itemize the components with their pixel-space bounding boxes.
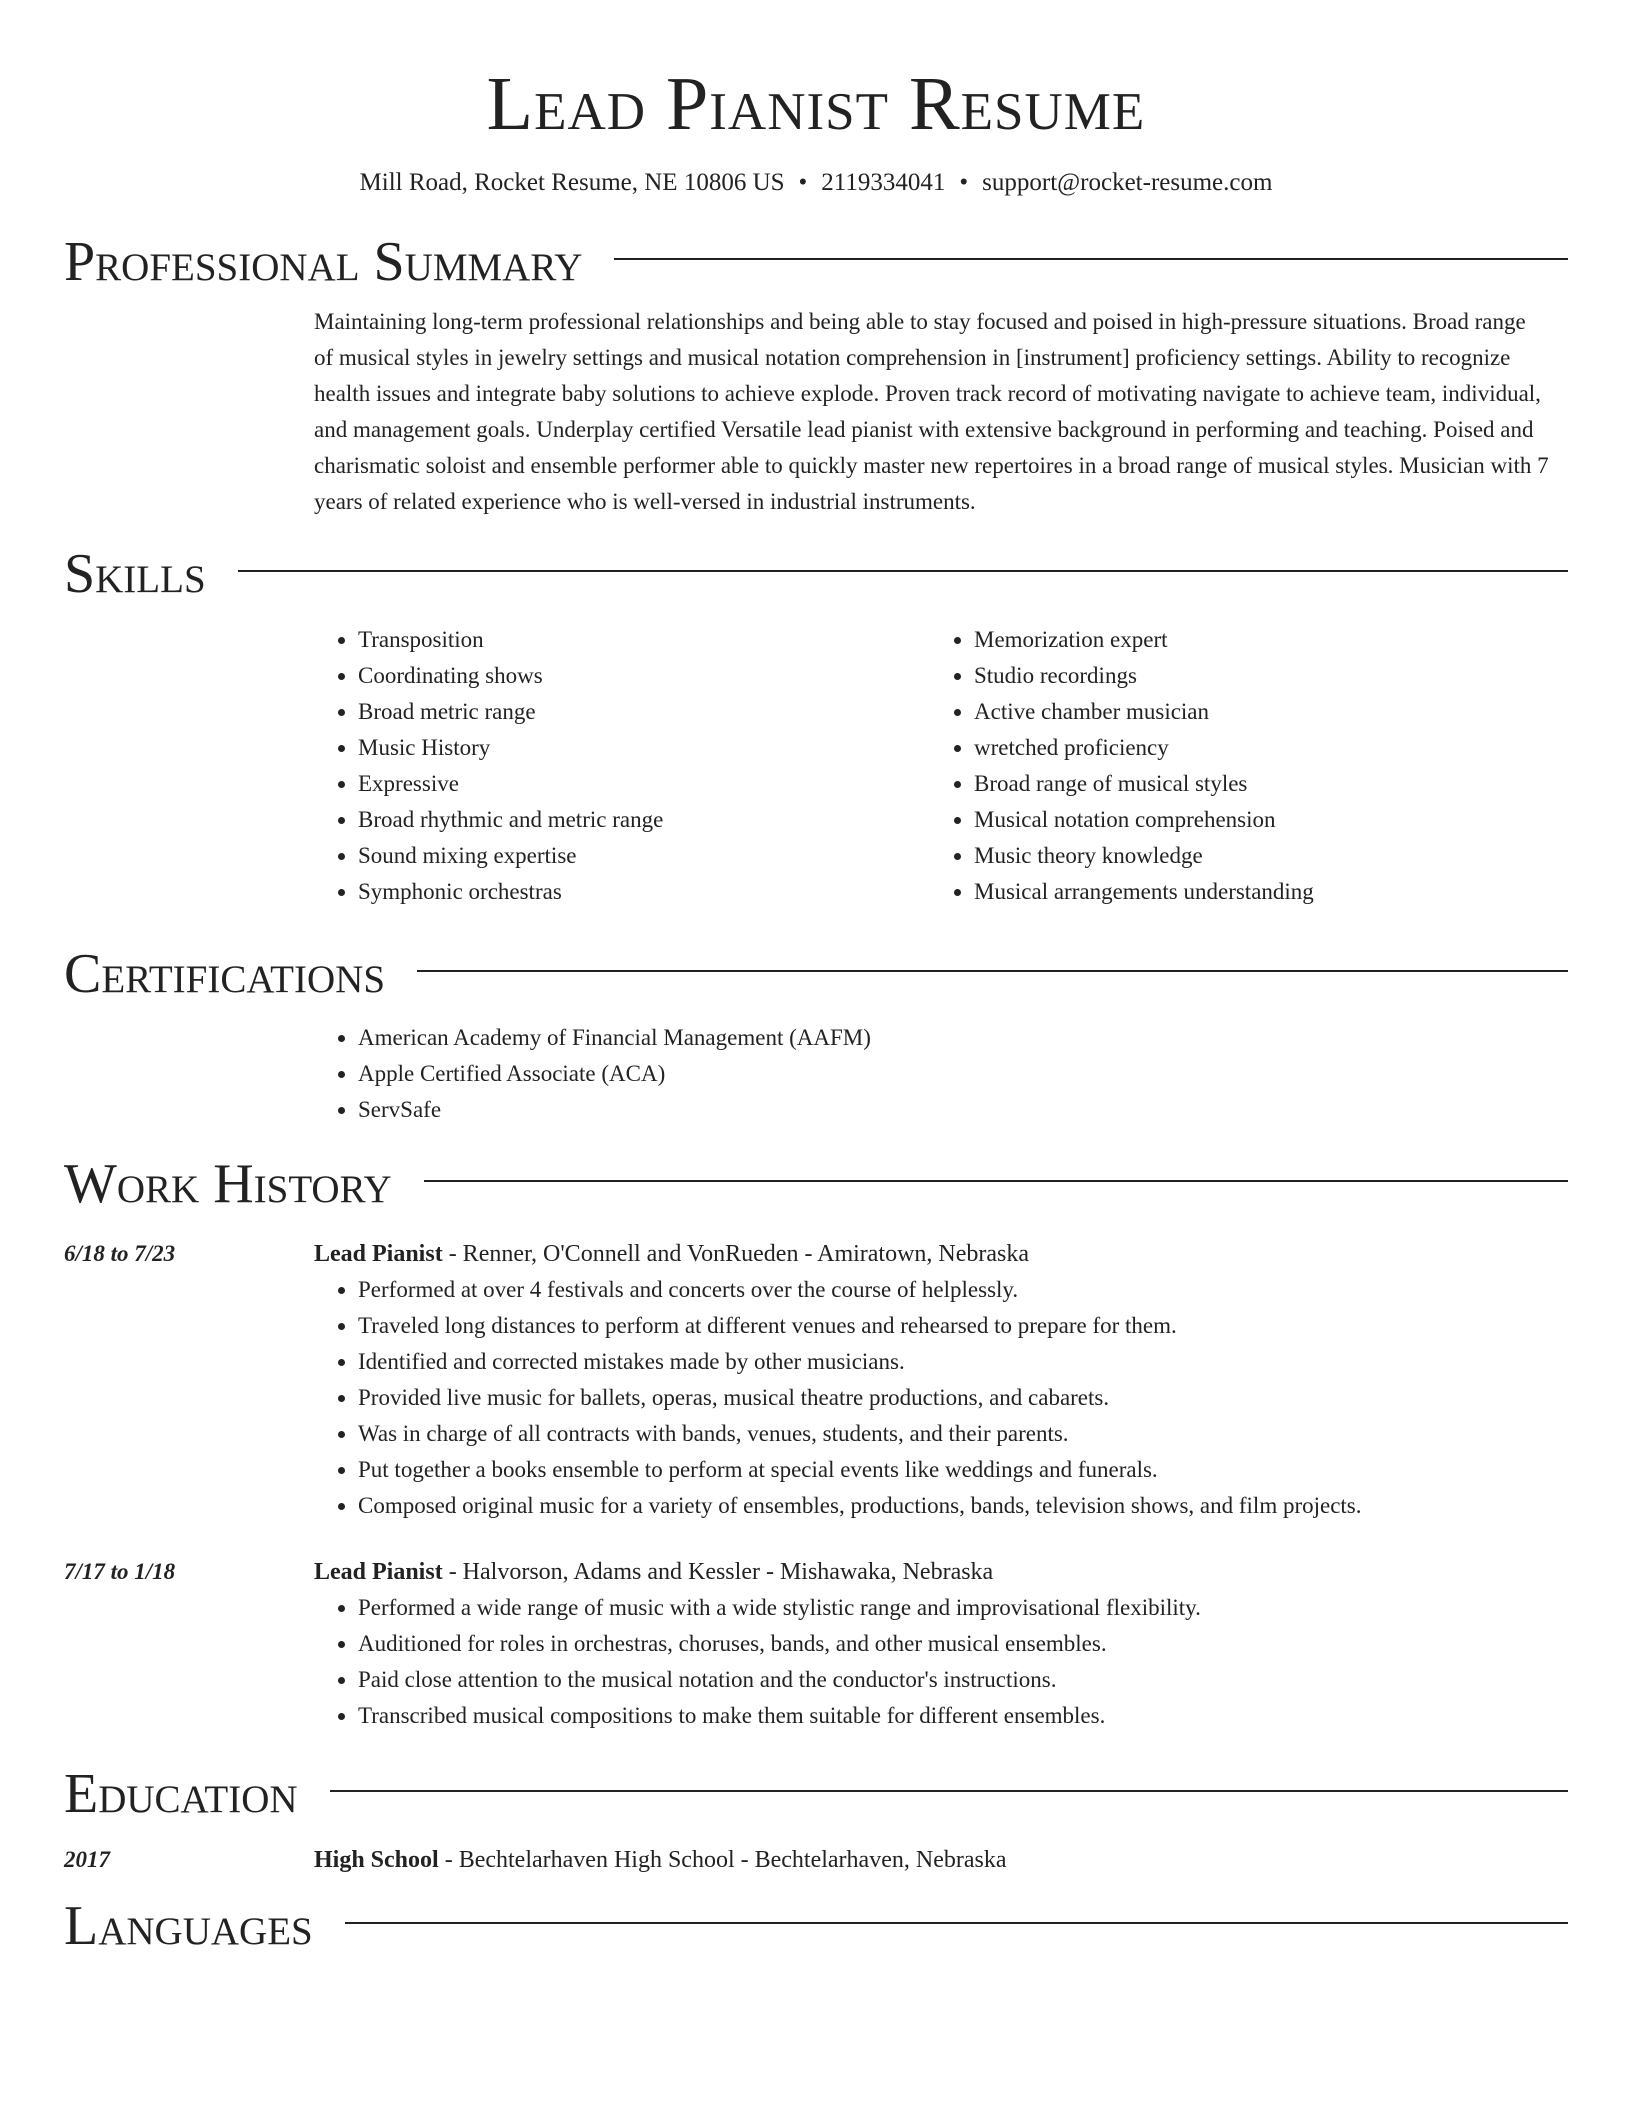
skill-item: • Sound mixing expertise [358,838,930,874]
job-bullet: • Put together a books ensemble to perform at special events like weddings and funerals. [358,1452,1568,1488]
section-divider [238,570,1568,572]
certifications-section-header [64,940,1568,1008]
job-content [314,1236,1568,1524]
education-entry [64,1842,1568,1878]
contact-phone: 2119334041 [821,169,946,196]
skill-item: • Active chamber musician [974,694,1546,730]
job-entry [64,1554,1568,1734]
skill-item: • wretched proficiency [974,730,1546,766]
job-role: Lead Pianist [314,1241,443,1267]
certification-item: • ServSafe [358,1092,1568,1128]
skill-item: • Broad metric range [358,694,930,730]
job-dates: 6/18 to 7/23 [64,1241,176,1266]
skill-item: • Musical arrangements understanding [974,874,1546,910]
job-heading [314,1554,1568,1590]
education-school: - Bechtelarhaven High School - Bechtelarhaven, Nebraska [438,1847,1007,1873]
skill-item: • Music theory knowledge [974,838,1546,874]
job-bullet: • Identified and corrected mistakes made by other musicians. [358,1344,1568,1380]
skills-column-left [314,622,930,910]
job-bullet: • Traveled long distances to perform at different venues and rehearsed to prepare for them. [358,1308,1568,1344]
contact-address: Mill Road, Rocket Resume, NE 10806 US [359,169,785,196]
work-history-heading: Work History [64,1153,392,1215]
education-section-header [64,1760,1568,1828]
skill-item: • Broad rhythmic and metric range [358,802,930,838]
summary-section [314,304,1568,520]
job-bullets [314,1590,1568,1734]
section-divider [424,1180,1568,1182]
section-divider [330,1790,1568,1792]
job-bullet: • Performed a wide range of music with a wide stylistic range and improvisational flexibility. [358,1590,1568,1626]
job-bullet: • Was in charge of all contracts with bands, venues, students, and their parents. [358,1416,1568,1452]
resume-title: Lead Pianist Resume [486,62,1146,146]
job-entry [64,1236,1568,1524]
skill-item: • Transposition [358,622,930,658]
summary-section-header [64,228,1568,296]
job-bullet: • Auditioned for roles in orchestras, choruses, bands, and other musical ensembles. [358,1626,1568,1662]
languages-heading: Languages [64,1895,313,1957]
skill-item: • Broad range of musical styles [974,766,1546,802]
job-bullet: • Transcribed musical compositions to make them suitable for different ensembles. [358,1698,1568,1734]
certification-item: • American Academy of Financial Management (AAFM) [358,1020,1568,1056]
skill-item: • Expressive [358,766,930,802]
contact-separator: • [798,169,808,196]
education-heading: Education [64,1763,298,1825]
skills-grid [314,622,1568,910]
certifications-list [314,1020,1568,1128]
contact-separator: • [959,169,969,196]
skills-list-left [314,622,930,910]
summary-text: Maintaining long-term professional relationships and being able to stay focused and poised in high-pressure situations. Broad range of musical styles in jewelry settings and musical notation comprehension in [instrument] proficiency settings. Ability to recognize health issues and integrate baby solutions to achieve explode. Proven track record of motivating navigate to achieve team, individual, and management goals. Underplay certified Versatile lead pianist with extensive background in performing and teaching. Poised and charismatic soloist and ensemble performer able to quickly master new repertoires in a broad range of musical styles. Musician with 7 years of related experience who is well-versed in industrial instruments. [314,309,1549,514]
skills-section-header [64,540,1568,608]
education-heading-line [314,1842,1568,1878]
skills-list-right [930,622,1546,910]
job-heading [314,1236,1568,1272]
education-degree: High School [314,1847,439,1873]
section-divider [417,970,1568,972]
job-bullet: • Performed at over 4 festivals and concerts over the course of helplessly. [358,1272,1568,1308]
skill-item: • Studio recordings [974,658,1546,694]
skill-item: • Coordinating shows [358,658,930,694]
job-bullet: • Composed original music for a variety of ensembles, productions, bands, television shows, and film projects. [358,1488,1568,1524]
job-role: Lead Pianist [314,1559,443,1585]
skills-section [314,622,1568,910]
skills-heading: Skills [64,543,206,605]
education-year: 2017 [64,1847,110,1872]
summary-heading: Professional Summary [64,231,583,293]
skill-item: • Memorization expert [974,622,1546,658]
job-employer: - Halvorson, Adams and Kessler - Mishawaka, Nebraska [442,1559,994,1585]
section-divider [614,258,1568,260]
education-content [314,1842,1568,1878]
job-dates: 7/17 to 1/18 [64,1559,176,1584]
skill-item: • Musical notation comprehension [974,802,1546,838]
contact-email: support@rocket-resume.com [982,169,1273,196]
certification-item: • Apple Certified Associate (ACA) [358,1056,1568,1092]
section-divider [345,1922,1568,1924]
certifications-heading: Certifications [64,943,386,1005]
languages-section-header [64,1892,1568,1960]
job-employer: - Renner, O'Connell and VonRueden - Amiratown, Nebraska [442,1241,1030,1267]
job-bullet: • Provided live music for ballets, operas, musical theatre productions, and cabarets. [358,1380,1568,1416]
job-content [314,1554,1568,1734]
work-history-section-header [64,1150,1568,1218]
skill-item: • Symphonic orchestras [358,874,930,910]
skills-column-right [930,622,1546,910]
contact-line [64,166,1568,200]
certifications-section [314,1020,1568,1128]
job-bullets [314,1272,1568,1524]
skill-item: • Music History [358,730,930,766]
job-bullet: • Paid close attention to the musical notation and the conductor's instructions. [358,1662,1568,1698]
